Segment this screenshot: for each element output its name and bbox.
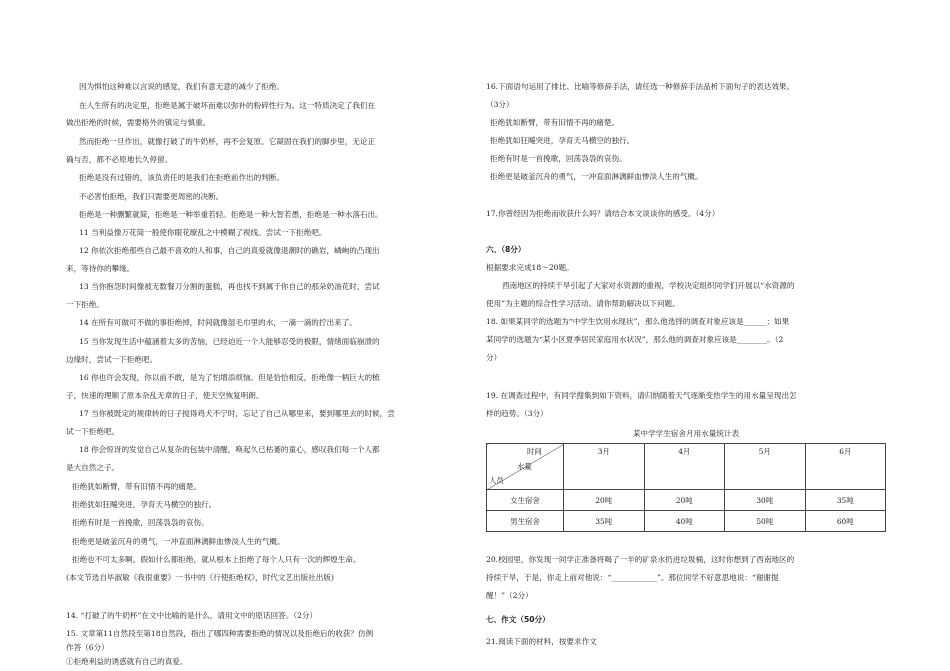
question-18-line: 分） xyxy=(486,353,502,362)
passage-line: 不必害怕拒绝，我们只需要更周密的决断。 xyxy=(79,192,224,201)
month-header: 3月 xyxy=(564,444,645,490)
question-16-line: 16.下面语句运用了排比、比喻等修辞手法，请任选一种修辞手法品析下面句子的表达效果。 xyxy=(486,82,795,91)
passage-line: 是大自然之子。 xyxy=(66,463,120,472)
question-16-line: 拒绝更是破釜沉舟的勇气，一冲直面淋漓鲜血惨淡人生的气概。 xyxy=(490,172,703,181)
passage-line: 18 你会惊讶的发觉自己从复杂的包装中清醒，唤起久已枯萎的童心，感叹我们每一个人都 xyxy=(79,445,380,454)
passage-line: 来，等待你的攀缘。 xyxy=(66,264,135,273)
month-header: 5月 xyxy=(725,444,806,490)
question-16-line: 拒绝犹如狂飚突进，孕育天马横空的独行。 xyxy=(490,136,635,145)
question-15-line: ①拒绝利益的诱惑就有自己的真爱。 xyxy=(66,657,188,666)
passage-line: 拒绝更是破釜沉舟的勇气，一冲直面淋漓鲜血惨淡人生的气概。 xyxy=(72,537,285,546)
passage-line: 边缘时，尝试一下拒绝吧。 xyxy=(66,355,158,364)
passage-line: 11 当利益像万花筒一般使你眼花缭乱之中模糊了视线。尝试一下拒绝吧。 xyxy=(79,228,327,237)
table-corner-cell xyxy=(487,444,564,490)
question-15-line: 15. 文章第11自然段至第18自然段，指出了哪四种需要拒绝的情况以及拒绝后的收获？仿例 xyxy=(66,629,374,638)
passage-line: 14 在所有可做可不做的事拒绝掉，时间就像湿毛巾里的水，一滴一滴的拧出来了。 xyxy=(79,318,357,327)
passage-line: 12 你依次拒绝那些自己最不喜欢的人和事，自己的真爱就像退潮时的礁岩，嶙峋的凸现出 xyxy=(79,246,380,255)
question-19-line: 19. 在调查过程中，有同学搜集到如下资料，请归纳随着天气逐渐变热学生的用水量呈现出怎 xyxy=(486,391,797,400)
passage-line: 拒绝也不可太多啊。假如什么都拒绝，就从根本上拒绝了每个人只有一次的辉煌生命。 xyxy=(72,555,361,564)
table-row xyxy=(487,511,886,532)
table-cell: 50吨 xyxy=(725,511,806,532)
passage-line: 16 你也许会发现，你以前不敢，是为了怕增添烦恼。但是恰恰相反，拒绝像一柄巨大的梳 xyxy=(79,373,380,382)
question-18-line: 某同学的选题为“某小区夏季居民家庭用水状况”，那么他的调查对象应该是________。（2 xyxy=(486,335,784,344)
passage-line: 试一下拒绝吧。 xyxy=(66,427,120,436)
month-header: 4月 xyxy=(644,444,725,490)
passage-line: 17 当你被既定的规律转的日子搅得鸡犬不宁时，忘记了自己从哪里来，要到哪里去的时候，尝 xyxy=(79,409,395,418)
question-15-line: 作答（6分） xyxy=(66,643,109,652)
passage-line: 拒绝是一种删繁就简，拒绝是一种举重若轻。拒绝是一种大智若愚，拒绝是一种水落石出。 xyxy=(79,210,383,219)
passage-line: 确与否，都不必原地长久停留。 xyxy=(66,155,173,164)
corner-people-label: 人员 xyxy=(489,476,504,485)
question-16-line: 拒绝犹如断臂，带有旧情不再的痛楚。 xyxy=(490,118,620,127)
passage-line: 然而拒绝一旦作出，就像打破了的牛奶杯，再不会复原。它凝固在我们的脚步里，无论正 xyxy=(79,137,376,146)
question-16-line: （3分） xyxy=(486,100,514,109)
table-header-row xyxy=(487,444,886,490)
table-cell: 60吨 xyxy=(805,511,886,532)
question-18-line: 18. 如果某同学的选题为“中学生饮用水现状”，那么他选择的调查对象应该是______；如果 xyxy=(486,317,790,326)
water-usage-table xyxy=(486,443,886,532)
month-header: 6月 xyxy=(805,444,886,490)
question-21: 21.阅读下面的材料，按要求作文 xyxy=(486,637,597,646)
passage-line: 子，快速的理顺了原本杂乱无章的日子，使天空恢复明朗。 xyxy=(66,391,264,400)
passage-line: 拒绝犹如狂飚突进，孕育天马横空的独行。 xyxy=(72,500,217,509)
passage-line: 15 当你发现生活中蕴涵着太多的苦恼，已经迫近一个人能够忍受的极限，情绪面临崩溃的 xyxy=(79,337,380,346)
question-17: 17.你曾经因为拒绝而收获什么吗？请结合本文谈谈你的感受。（4分） xyxy=(486,209,720,218)
question-19-line: 样的趋势。（3分） xyxy=(486,409,548,418)
table-cell: 40吨 xyxy=(644,511,725,532)
question-20-line: 醒！”（2分） xyxy=(486,591,533,600)
table-row xyxy=(487,490,886,511)
passage-source: (本文节选自毕淑敏《我很重要》一书中的《行使拒绝权》，时代文艺出版社出版) xyxy=(66,573,334,582)
table-caption: 某中学学生宿舍月用水量统计表 xyxy=(632,429,740,438)
table-cell: 20吨 xyxy=(564,490,645,511)
passage-line: 做出拒绝的时候，需要格外的镇定与慎重。 xyxy=(66,118,211,127)
passage-line: 在人生所有的决定里，拒绝是属于破坏而难以弥补的粉碎性行为。这一特质决定了我们在 xyxy=(79,101,376,110)
section-6-title: 六、（8分） xyxy=(486,245,526,254)
table-cell: 35吨 xyxy=(805,490,886,511)
section-6-intro: 西南地区的持续干旱引起了大家对水资源的重视，学校决定组织同学们开展以“水资源的 xyxy=(502,281,795,290)
passage-line: 拒绝有时是一首挽歌，回荡袅袅的哀伤。 xyxy=(72,518,209,527)
section-6-intro: 使用”为主题的综合性学习活动。请你帮助解决以下问题。 xyxy=(486,299,680,308)
passage-line: 拒绝是没有过错的，该负责任的是我们在拒绝前作出的判断。 xyxy=(79,173,285,182)
row-label: 男生宿舍 xyxy=(487,511,564,532)
question-20-line: 持续干旱，于是，你走上前对他说：“____________”。那位同学不好意思地说：“谢谢提 xyxy=(486,573,779,582)
question-20-line: 20.校园里，你发现一同学正准备将喝了一半的矿泉水扔进垃圾桶，这时你想到了西南地区的 xyxy=(486,555,795,564)
table-cell: 30吨 xyxy=(725,490,806,511)
section-6-intro: 根据要求完成18～20题。 xyxy=(486,263,574,272)
passage-line: 13 当你抱怨时间像被无数餐刀分割的蛋糕，再也找不到属于你自己的那朵奶油花时，尝试 xyxy=(79,282,380,291)
corner-water-label: 水量 xyxy=(517,462,532,471)
question-14: 14. “打破了的牛奶杯”在文中比喻的是什么，请用文中的原话回答。（2分） xyxy=(66,611,318,620)
passage-line: 拒绝犹如断臂，带有旧情不再的痛楚。 xyxy=(72,482,202,491)
corner-time-label: 时间 xyxy=(527,447,542,456)
table-cell: 20吨 xyxy=(644,490,725,511)
question-16-line: 拒绝有时是一首挽歌，回荡袅袅的哀伤。 xyxy=(490,154,627,163)
passage-line: 因为惧怕这种难以言说的感觉，我们有意无意的减少了拒绝。 xyxy=(79,82,285,91)
table-cell: 35吨 xyxy=(564,511,645,532)
row-label: 女生宿舍 xyxy=(487,490,564,511)
passage-line: 一下拒绝。 xyxy=(66,300,104,309)
section-7-title: 七、作文（50分） xyxy=(486,615,550,624)
